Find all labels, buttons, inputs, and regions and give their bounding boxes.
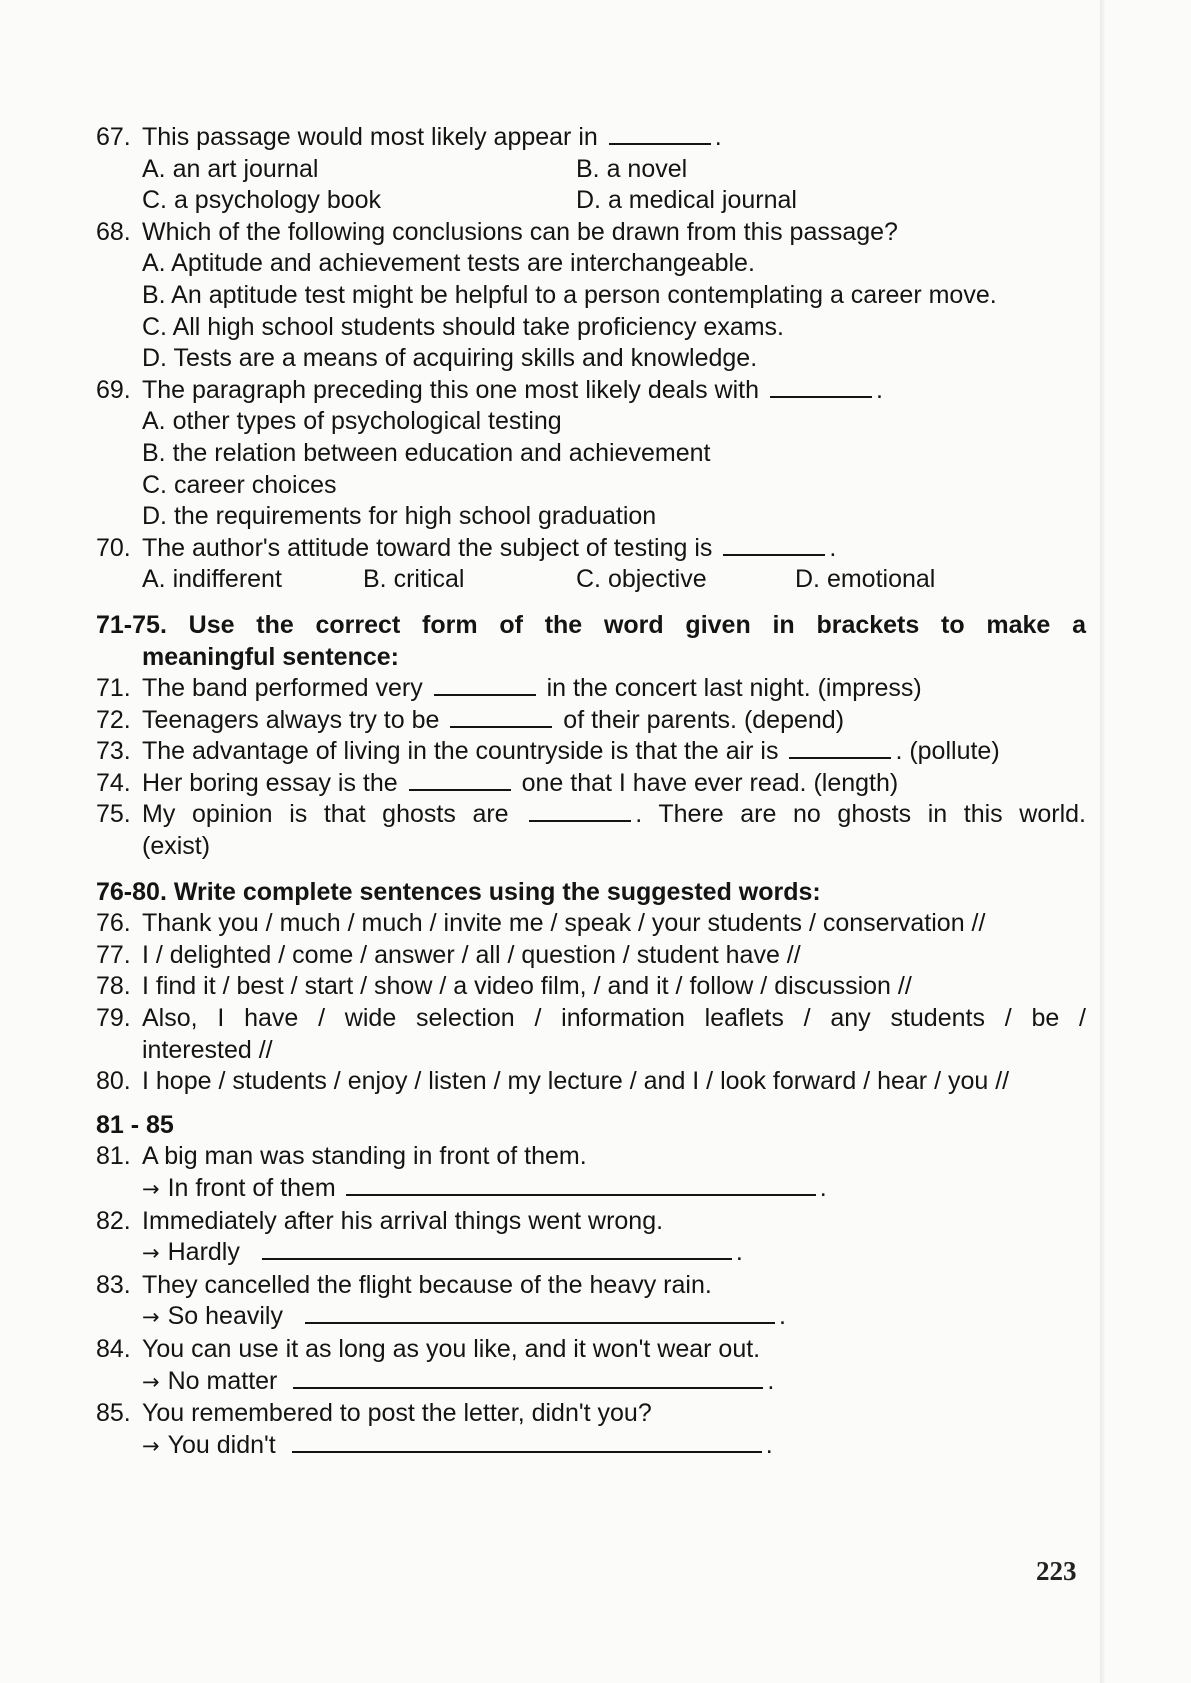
item-text: Also, I have / wide selection / information leaflets / any students / be /	[142, 1004, 1086, 1033]
item-number: 74.	[96, 768, 131, 797]
item-81-rewrite: → In front of them .	[142, 1174, 827, 1202]
item-number: 76.	[96, 909, 131, 938]
question-68	[96, 217, 1086, 375]
item-number: 71.	[96, 674, 131, 703]
option-b: B. An aptitude test might be helpful to a person contemplating a career move.	[142, 280, 997, 309]
rewrite-prompt: You didn't	[167, 1430, 276, 1459]
item-number: 73.	[96, 737, 131, 766]
option-c: C. All high school students should take proficiency exams.	[142, 312, 785, 341]
item-83-rewrite: → So heavily .	[142, 1302, 786, 1331]
item-text: The band performed very	[142, 674, 423, 703]
options-row	[96, 185, 1086, 217]
option-c: C. a psychology book	[142, 186, 382, 215]
page-number: 223	[1036, 1556, 1077, 1586]
item-text: Her boring essay is the	[142, 768, 398, 797]
section-sentence-building	[96, 877, 1086, 1098]
item-75	[96, 799, 1086, 831]
item-85	[96, 1398, 1086, 1430]
options-row	[96, 564, 1086, 596]
option-c: C. career choices	[142, 470, 337, 499]
question-number: 68.	[96, 217, 131, 246]
item-number: 77.	[96, 940, 131, 969]
options-row	[96, 154, 1086, 186]
item-78	[96, 971, 1086, 1003]
answer-blank[interactable]	[450, 706, 552, 728]
answer-blank[interactable]	[292, 1431, 762, 1453]
rewrite-prompt: In front of them	[167, 1174, 336, 1202]
arrow-icon: →	[142, 1241, 160, 1266]
answer-blank[interactable]	[346, 1174, 816, 1196]
exam-content	[96, 122, 1086, 1462]
answer-blank[interactable]	[434, 674, 536, 696]
item-text: in the concert last night. (impress)	[546, 674, 922, 703]
item-72	[96, 705, 1086, 737]
answer-blank[interactable]	[529, 800, 631, 822]
item-77	[96, 940, 1086, 972]
question-number: 69.	[96, 375, 131, 404]
item-81	[96, 1141, 1086, 1173]
question-number: 70.	[96, 533, 131, 562]
option-b: B. a novel	[576, 154, 688, 183]
section-heading: 76-80. Write complete sentences using the suggested words:	[96, 877, 821, 906]
question-69: 69. The paragraph preceding this one most likely deals with . A. other types of psychological testing B. the relation between education and achievement C. career choices D. the requirements for high school graduation	[96, 375, 1086, 533]
question-stem: The author's attitude toward the subject of testing is	[142, 533, 713, 562]
answer-blank[interactable]	[609, 123, 711, 145]
option-a: A. an art journal	[142, 154, 319, 183]
arrow-icon: →	[142, 1433, 160, 1458]
option-d: D. emotional	[795, 565, 936, 594]
item-80	[96, 1066, 1086, 1098]
section-heading: 71-75. Use the correct form of the word given in brackets to make a	[96, 610, 1086, 639]
rewrite-prompt: So heavily	[167, 1302, 283, 1331]
rewrite-prompt: No matter	[167, 1366, 278, 1395]
section-rewrite	[96, 1110, 1086, 1463]
item-number: 85.	[96, 1399, 131, 1428]
arrow-icon: →	[142, 1369, 160, 1394]
option-c: C. objective	[576, 565, 707, 594]
option-b: B. the relation between education and achievement	[142, 438, 711, 467]
item-number: 75.	[96, 800, 131, 829]
item-text: I hope / students / enjoy / listen / my lecture / and I / look forward / hear / you //	[142, 1067, 1010, 1096]
answer-blank[interactable]	[305, 1302, 775, 1324]
section-heading-cont: meaningful sentence:	[142, 642, 399, 671]
option-d: D. a medical journal	[576, 186, 797, 215]
item-79	[96, 1003, 1086, 1035]
question-stem: This passage would most likely appear in	[142, 123, 598, 151]
item-73	[96, 736, 1086, 768]
question-stem: Which of the following conclusions can be drawn from this passage?	[142, 217, 898, 246]
item-85-rewrite: → You didn't .	[142, 1430, 773, 1459]
item-text: I / delighted / come / answer / all / question / student have //	[142, 940, 801, 969]
option-a: A. Aptitude and achievement tests are interchangeable.	[142, 249, 755, 278]
rewrite-prompt: Hardly	[167, 1238, 240, 1267]
item-84-rewrite: → No matter .	[142, 1366, 775, 1395]
question-number: 67.	[96, 123, 131, 151]
item-79-cont: interested //	[142, 1035, 273, 1064]
option-a: A. other types of psychological testing	[142, 407, 562, 436]
option-b: B. critical	[363, 565, 465, 594]
item-number: 82.	[96, 1206, 131, 1235]
item-text: . (pollute)	[895, 737, 1000, 766]
option-d: D. the requirements for high school graduation	[142, 502, 657, 531]
item-82-rewrite: → Hardly .	[142, 1238, 743, 1267]
option-d: D. Tests are a means of acquiring skills and knowledge.	[142, 344, 758, 373]
item-84	[96, 1334, 1086, 1366]
item-text: They cancelled the flight because of the heavy rain.	[142, 1270, 712, 1299]
item-number: 83.	[96, 1270, 131, 1299]
item-75-cont: (exist)	[142, 832, 211, 861]
item-text: You can use it as long as you like, and it won't wear out.	[142, 1334, 761, 1363]
item-83	[96, 1270, 1086, 1302]
item-71	[96, 673, 1086, 705]
item-text: Thank you / much / much / invite me / speak / your students / conservation //	[142, 909, 986, 938]
answer-blank[interactable]	[262, 1238, 732, 1260]
item-82	[96, 1206, 1086, 1238]
item-number: 84.	[96, 1334, 131, 1363]
question-67: 67. This passage would most likely appear in . A. an art journal B. a novel C. a psychology book D. a medical journal	[96, 122, 1086, 217]
item-text: The advantage of living in the countryside is that the air is	[142, 737, 779, 766]
item-text: Teenagers always try to be	[142, 705, 440, 734]
item-text: Immediately after his arrival things went wrong.	[142, 1206, 664, 1235]
question-stem: The paragraph preceding this one most likely deals with	[142, 375, 760, 404]
answer-blank[interactable]	[293, 1367, 763, 1389]
question-70: 70. The author's attitude toward the subject of testing is . A. indifferent B. critical C. objective D. emotional	[96, 533, 1086, 596]
item-text: I find it / best / start / show / a video film, / and it / follow / discussion //	[142, 972, 912, 1001]
item-number: 78.	[96, 972, 131, 1001]
item-76	[96, 908, 1086, 940]
arrow-icon: →	[142, 1177, 160, 1201]
answer-blank[interactable]	[770, 376, 872, 398]
section-heading: 81 - 85	[96, 1110, 174, 1139]
item-text: of their parents. (depend)	[563, 705, 845, 734]
item-number: 81.	[96, 1142, 131, 1171]
arrow-icon: →	[142, 1305, 160, 1330]
item-text: My opinion is that ghosts are	[142, 800, 509, 829]
item-number: 79.	[96, 1004, 131, 1033]
item-text: . There are no ghosts in this world.	[635, 800, 1086, 829]
item-74	[96, 768, 1086, 800]
answer-blank[interactable]	[409, 769, 511, 791]
answer-blank[interactable]	[789, 737, 891, 759]
item-text: You remembered to post the letter, didn't you?	[142, 1399, 652, 1428]
item-number: 72.	[96, 705, 131, 734]
answer-blank[interactable]	[723, 534, 825, 556]
page-edge-shadow	[1100, 0, 1106, 1683]
option-a: A. indifferent	[142, 565, 282, 594]
item-text: A big man was standing in front of them.	[142, 1142, 587, 1171]
item-number: 80.	[96, 1067, 131, 1096]
section-word-form	[96, 610, 1086, 863]
item-text: one that I have ever read. (length)	[521, 768, 899, 797]
